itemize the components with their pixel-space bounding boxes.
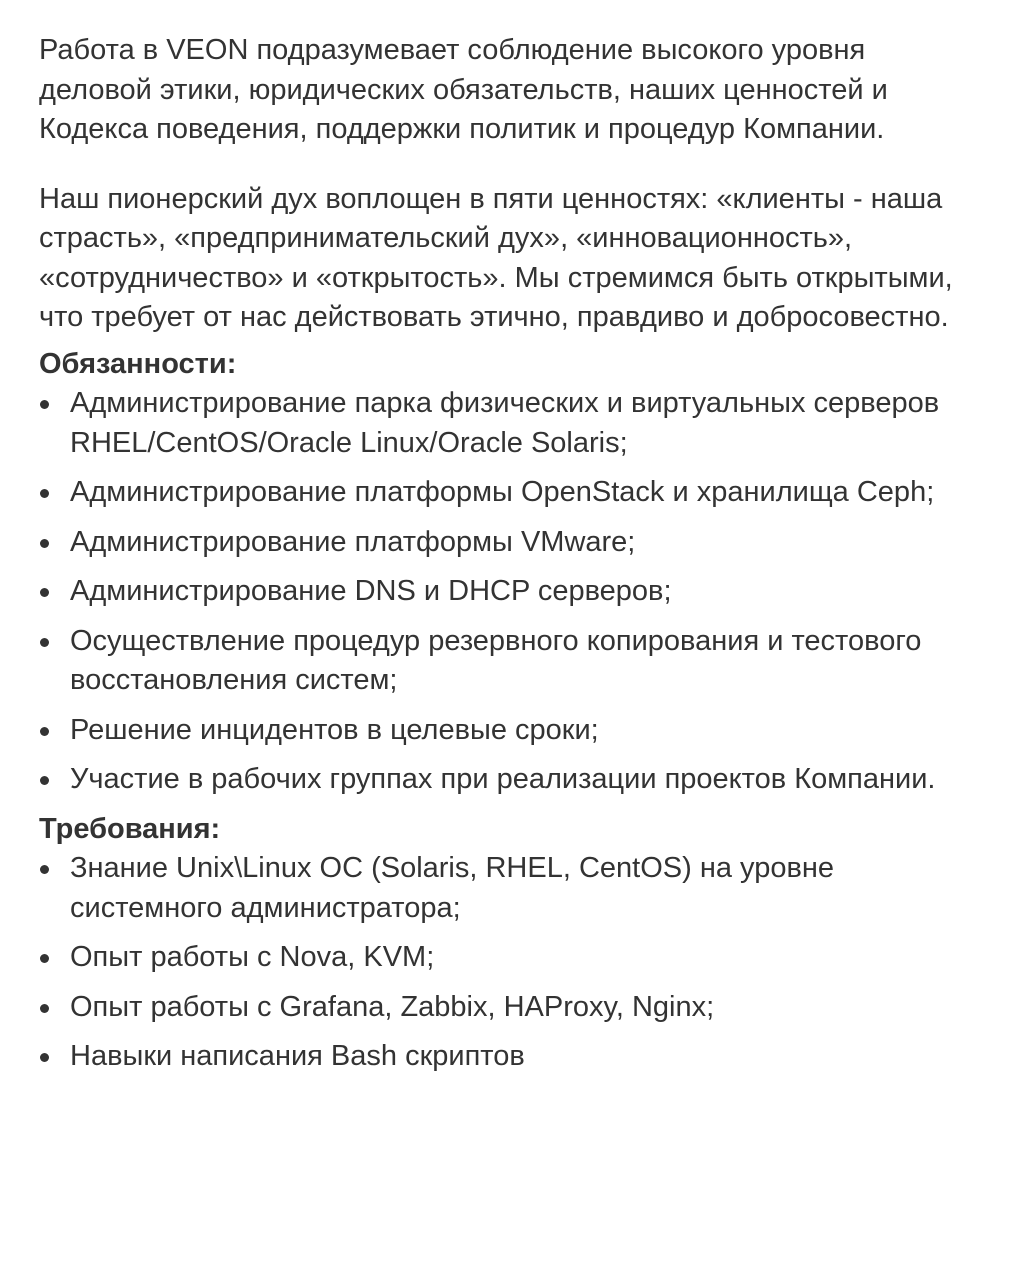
list-item: [39, 523, 979, 563]
list-item-text: Администрирование DNS и DHCP серверов;: [70, 575, 672, 607]
requirements-list: [39, 849, 979, 1077]
bullet-icon: [40, 400, 49, 409]
list-item-text: Администрирование платформы OpenStack и хранилища Ceph;: [70, 476, 935, 508]
list-item: [39, 622, 979, 701]
list-item: [39, 1037, 979, 1077]
bullet-icon: [40, 489, 49, 498]
bullet-icon: [40, 539, 49, 548]
bullet-icon: [40, 954, 49, 963]
bullet-icon: [40, 1053, 49, 1062]
bullet-icon: [40, 588, 49, 597]
list-item-text: Знание Unix\Linux ОС (Solaris, RHEL, CentOS) на уровне системного администратора;: [70, 852, 835, 924]
intro-paragraph-ethics: Работа в VEON подразумевает соблюдение высокого уровня деловой этики, юридических обязательств, наших ценностей и Кодекса поведения, поддержки политик и процедур Компании.: [39, 34, 888, 145]
list-item: [39, 760, 979, 800]
list-item-text: Осуществление процедур резервного копирования и тестового восстановления систем;: [70, 624, 922, 696]
requirements-heading: Требования:: [39, 812, 221, 845]
bullet-icon: [40, 1004, 49, 1013]
duties-list: [39, 384, 979, 800]
list-item: [39, 849, 979, 928]
duties-heading: Обязанности:: [39, 347, 237, 380]
list-item-text: Администрирование парка физических и виртуальных серверов RHEL/CentOS/Oracle Linux/Oracle Solaris;: [70, 387, 940, 459]
list-item: [39, 473, 979, 513]
list-item: [39, 711, 979, 751]
bullet-icon: [40, 776, 49, 785]
list-item-text: Опыт работы с Nova, KVM;: [70, 941, 435, 973]
list-item-text: Навыки написания Bash скриптов: [70, 1040, 525, 1072]
list-item: [39, 384, 979, 463]
bullet-icon: [40, 727, 49, 736]
bullet-icon: [40, 865, 49, 874]
list-item-text: Участие в рабочих группах при реализации проектов Компании.: [70, 763, 936, 795]
list-item: [39, 988, 979, 1028]
list-item: [39, 938, 979, 978]
job-description: [39, 31, 979, 1077]
list-item-text: Решение инцидентов в целевые сроки;: [70, 713, 599, 746]
list-item-text: Опыт работы с Grafana, Zabbix, HAProxy, Nginx;: [70, 990, 715, 1023]
intro-paragraph-values: Наш пионерский дух воплощен в пяти ценностях: «клиенты - наша страсть», «предпринимательский дух», «инновационность», «сотрудничество» и «открытость». Мы стремимся быть открытыми, что требует от нас действовать этично, правдиво и добросовестно.: [39, 182, 953, 333]
bullet-icon: [40, 638, 49, 647]
list-item: [39, 572, 979, 612]
list-item-text: Администрирование платформы VMware;: [70, 525, 636, 558]
